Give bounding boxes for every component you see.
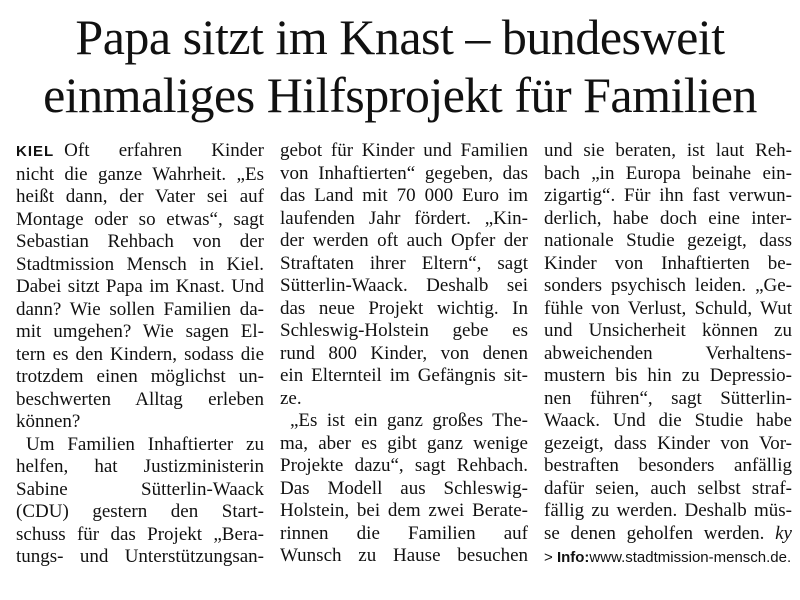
body-line: Straftaten ihrer Eltern“, sagt bbox=[280, 252, 528, 274]
body-line: bestraften besonders anfällig bbox=[544, 455, 792, 476]
body-line: nationale Studie gezeigt, dass bbox=[544, 230, 792, 251]
body-line: Waack. Und die Studie habe bbox=[544, 410, 792, 431]
article-body bbox=[16, 140, 792, 569]
body-line: Sebastian Rehbach von der bbox=[16, 231, 264, 252]
column-2 bbox=[280, 140, 528, 569]
body-line: das neue Projekt wichtig. In bbox=[280, 297, 528, 319]
info-url[interactable]: www.stadtmission-mensch.de. bbox=[589, 549, 792, 566]
body-line: zigartig“. Für ihn fast verwun- bbox=[544, 185, 792, 206]
body-line: abweichenden Verhaltens- bbox=[544, 342, 792, 364]
body-line: „Es ist ein ganz großes The- bbox=[290, 410, 528, 431]
body-line: bach „in Europa beinahe ein- bbox=[544, 162, 792, 184]
author-initials: ky bbox=[775, 522, 792, 544]
body-line: von Inhaftierten“ gegeben, das bbox=[280, 162, 528, 184]
body-line: gezeigt, dass Kinder von Vor- bbox=[544, 432, 792, 454]
body-line: ma, aber es gibt ganz wenige bbox=[280, 432, 528, 454]
body-line: Projekte dazu“, sagt Rehbach. bbox=[280, 455, 528, 476]
body-line: KIEL Oft erfahren Kinder bbox=[16, 140, 264, 161]
body-line: fällig zu werden. Deshalb müs- bbox=[544, 500, 792, 521]
body-line: und sie beraten, ist laut Reh- bbox=[544, 140, 792, 161]
body-line: der werden oft auch Opfer der bbox=[280, 230, 528, 251]
body-line: nen führen“, sagt Sütterlin- bbox=[544, 387, 792, 409]
body-line: beschwerten Alltag erleben bbox=[16, 388, 264, 410]
body-line: se denen geholfen werden. ky bbox=[544, 522, 792, 544]
body-line: Wunsch zu Hause besuchen bbox=[280, 545, 528, 566]
body-line: rinnen die Familien auf bbox=[280, 522, 528, 544]
body-line: rund 800 Kinder, von denen bbox=[280, 342, 528, 364]
body-line: Stadtmission Mensch in Kiel. bbox=[16, 253, 264, 275]
body-line: heißt dann, der Vater sei auf bbox=[16, 186, 264, 207]
body-line: sonders psychisch leiden. „Ge- bbox=[544, 275, 792, 296]
body-line: Sütterlin-Waack. Deshalb sei bbox=[280, 275, 528, 296]
body-line: fühle von Verlust, Schuld, Wut bbox=[544, 297, 792, 319]
body-line: mustern bis hin zu Depressio- bbox=[544, 365, 792, 386]
body-line: können? bbox=[16, 411, 81, 432]
body-line: Kinder von Inhaftierten be- bbox=[544, 252, 792, 274]
headline-line-1: Papa sitzt im Knast – bundesweit bbox=[75, 9, 725, 65]
body-line: dafür seien, auch selbst straf- bbox=[544, 477, 792, 499]
dateline: KIEL bbox=[16, 143, 55, 160]
body-line: Holstein, bei dem zwei Berate- bbox=[280, 500, 528, 521]
body-line: laufenden Jahr fördert. „Kin- bbox=[280, 207, 528, 229]
body-line: mit umgehen? Wie sagen El- bbox=[16, 321, 264, 342]
body-line: tern es den Kindern, sodass die bbox=[16, 343, 264, 365]
info-marker: > bbox=[544, 549, 553, 566]
body-line: ein Elternteil im Gefängnis sit- bbox=[280, 365, 528, 386]
body-line: dann? Wie sollen Familien da- bbox=[16, 298, 264, 320]
info-line bbox=[544, 548, 792, 568]
body-line: derlich, habe doch eine inter- bbox=[544, 207, 792, 229]
body-line: ze. bbox=[280, 387, 302, 409]
body-line: Um Familien Inhaftierter zu bbox=[26, 433, 264, 455]
body-line: Schleswig-Holstein gebe es bbox=[280, 320, 528, 341]
column-1 bbox=[16, 140, 264, 569]
body-line: tungs- und Unterstützungsan- bbox=[16, 546, 264, 567]
body-line: und Unsicherheit können zu bbox=[544, 320, 792, 341]
body-line: Montage oder so etwas“, sagt bbox=[16, 208, 264, 230]
body-line: gebot für Kinder und Familien bbox=[280, 140, 528, 161]
body-line: trotzdem einen möglichst un- bbox=[16, 366, 264, 387]
headline-line-2: einmaliges Hilfsprojekt für Familien bbox=[43, 67, 757, 123]
column-3 bbox=[544, 140, 792, 569]
body-line: schuss für das Projekt „Bera- bbox=[16, 523, 264, 545]
body-line: nicht die ganze Wahrheit. „Es bbox=[16, 163, 264, 185]
body-line: das Land mit 70 000 Euro im bbox=[280, 185, 528, 206]
body-line: helfen, hat Justizministerin bbox=[16, 456, 264, 477]
body-line: Dabei sitzt Papa im Knast. Und bbox=[16, 276, 264, 297]
body-line: Sabine Sütterlin-Waack bbox=[16, 478, 264, 500]
body-line: Das Modell aus Schleswig- bbox=[280, 477, 528, 499]
info-label: Info: bbox=[556, 549, 590, 566]
body-line: (CDU) gestern den Start- bbox=[16, 501, 264, 522]
article-headline bbox=[0, 8, 800, 124]
